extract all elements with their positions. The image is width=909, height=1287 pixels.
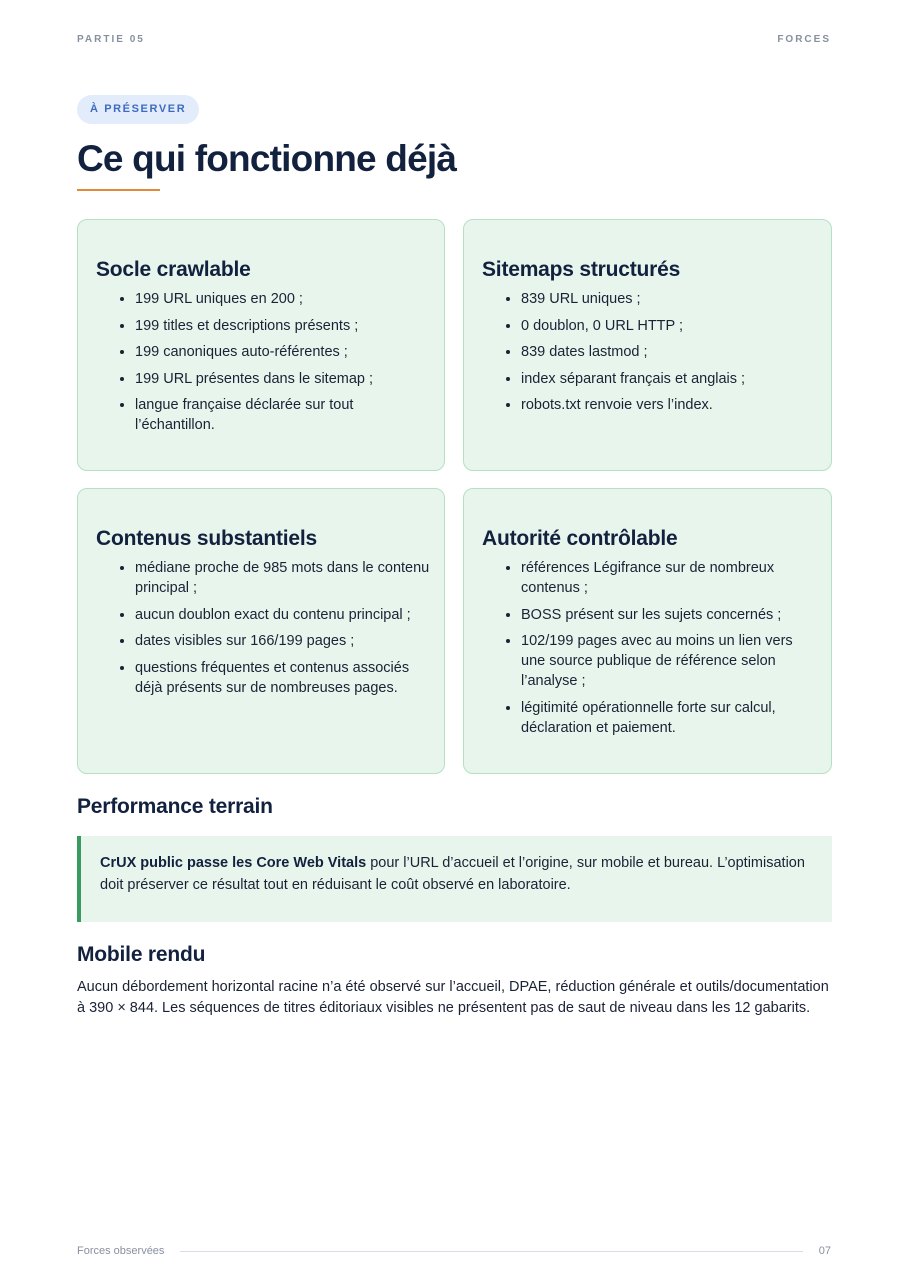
list-item: • 199 canoniques auto-référentes ; <box>135 342 432 362</box>
list-item: • légitimité opérationnelle forte sur calcul, déclaration et paiement. <box>521 698 819 738</box>
list-item: • références Légifrance sur de nombreux contenus ; <box>521 558 819 598</box>
list-item: • dates visibles sur 166/199 pages ; <box>135 631 432 651</box>
running-header <box>77 34 831 45</box>
part-label: PARTIE 05 <box>77 34 145 45</box>
card-list <box>96 558 432 698</box>
card-title: Socle crawlable <box>96 258 251 281</box>
page-number: 07 <box>818 1245 831 1257</box>
list-item: • index séparant français et anglais ; <box>521 369 819 389</box>
title-underline <box>77 189 160 191</box>
footer-divider <box>180 1251 802 1252</box>
card-socle-crawlable <box>77 219 445 471</box>
list-item: • 199 titles et descriptions présents ; <box>135 316 432 336</box>
status-badge: À PRÉSERVER <box>77 95 199 124</box>
card-title: Contenus substantiels <box>96 527 317 550</box>
list-item: • 839 URL uniques ; <box>521 289 819 309</box>
mobile-heading: Mobile rendu <box>77 943 206 966</box>
card-contenus-substantiels <box>77 488 445 774</box>
card-title: Autorité contrôlable <box>482 527 678 550</box>
card-sitemaps-structures <box>463 219 832 471</box>
list-item: • 199 URL uniques en 200 ; <box>135 289 432 309</box>
card-list <box>482 558 819 738</box>
list-item: • 199 URL présentes dans le sitemap ; <box>135 369 432 389</box>
performance-heading: Performance terrain <box>77 795 273 818</box>
card-autorite-controlable <box>463 488 832 774</box>
card-list <box>96 289 432 435</box>
mobile-paragraph: Aucun débordement horizontal racine n’a été observé sur l’accueil, DPAE, réduction générale et outils/documentation à 390 × 844. Les séquences de titres éditoriaux visibles ne présentent pas de saut de niveau dans les 12 gabarits. <box>77 979 829 1016</box>
list-item: • robots.txt renvoie vers l’index. <box>521 395 819 415</box>
page-title: Ce qui fonctionne déjà <box>77 138 457 179</box>
list-item: • 102/199 pages avec au moins un lien vers une source publique de référence selon l’analyse ; <box>521 631 819 691</box>
list-item: • BOSS présent sur les sujets concernés ; <box>521 605 819 625</box>
card-title: Sitemaps structurés <box>482 258 681 281</box>
list-item: • aucun doublon exact du contenu principal ; <box>135 605 432 625</box>
callout-emphasis: CrUX public passe les Core Web Vitals <box>100 855 367 871</box>
performance-callout <box>77 836 832 922</box>
list-item: • 0 doublon, 0 URL HTTP ; <box>521 316 819 336</box>
list-item: • langue française déclarée sur tout l’échantillon. <box>135 395 432 435</box>
list-item: • questions fréquentes et contenus associés déjà présents sur de nombreuses pages. <box>135 658 432 698</box>
list-item: • médiane proche de 985 mots dans le contenu principal ; <box>135 558 432 598</box>
card-list <box>482 289 819 415</box>
list-item: • 839 dates lastmod ; <box>521 342 819 362</box>
section-label: FORCES <box>777 34 831 45</box>
footer-label: Forces observées <box>77 1245 165 1257</box>
callout-text: pour l’URL d’accueil et l’origine, sur mobile et bureau. L’optimisation doit préserver ce résultat tout en réduisant le coût observé en laboratoire. <box>100 855 805 893</box>
page-footer <box>77 1245 831 1257</box>
